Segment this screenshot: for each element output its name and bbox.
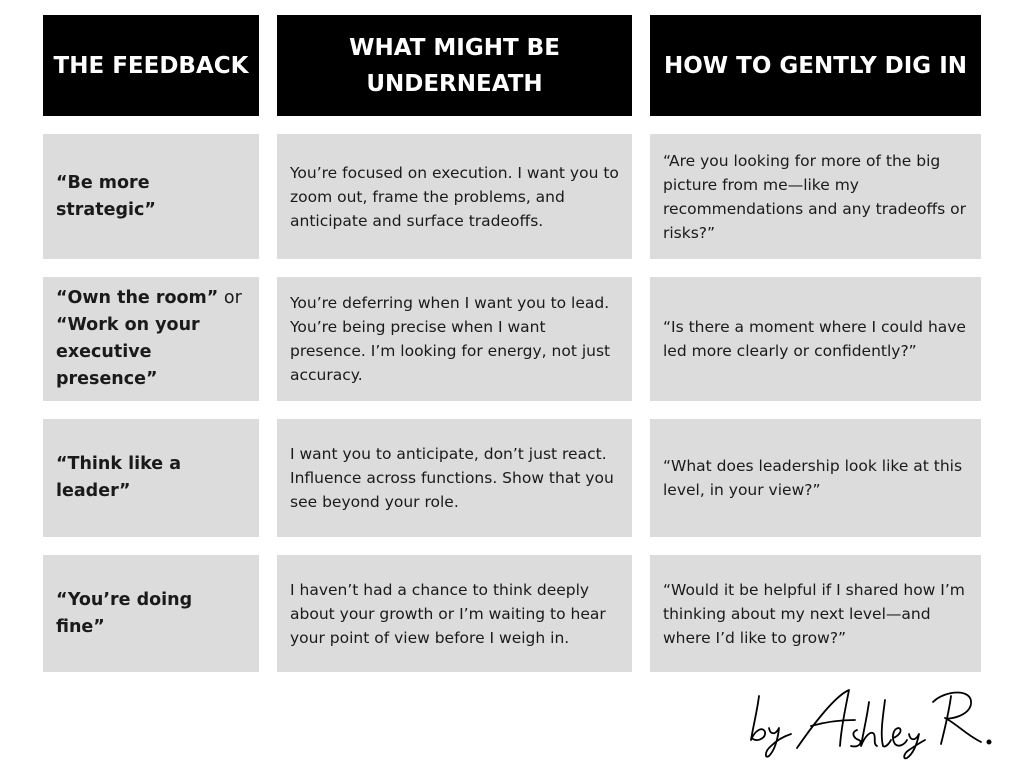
dig-in-cell-3	[650, 419, 981, 537]
underneath-cell-2	[277, 277, 632, 401]
header-the-feedback-label: THE FEEDBACK	[53, 52, 249, 79]
feedback-phrase-4: “You’re doing fine”	[56, 589, 193, 637]
feedback-cell-4	[43, 555, 259, 672]
underneath-cell-1	[277, 134, 632, 259]
feedback-phrase-2a: “Own the room”	[56, 288, 219, 308]
feedback-cell-3	[43, 419, 259, 537]
header-underneath-label: WHAT MIGHT BE UNDERNEATH	[349, 34, 560, 97]
dig-in-cell-4	[650, 555, 981, 672]
feedback-connector-2: or	[218, 288, 242, 308]
underneath-text-4: I haven’t had a chance to think deeply about your growth or I’m waiting to hear your point of view before I weigh in.	[290, 580, 606, 647]
signature-drawing	[745, 682, 1005, 762]
dig-in-cell-2	[650, 277, 981, 401]
underneath-text-3: I want you to anticipate, don’t just react. Influence across functions. Show that you see beyond your role.	[290, 445, 614, 511]
feedback-phrase-3: “Think like a leader”	[56, 454, 182, 501]
dig-in-text-1: “Are you looking for more of the big picture from me—like my recommendations and any tradeoffs or risks?”	[663, 151, 967, 242]
header-what-might-be-underneath	[277, 15, 632, 116]
dig-in-text-3: “What does leadership look like at this level, in your view?”	[663, 457, 963, 499]
feedback-cell-1	[43, 134, 259, 259]
feedback-text-3	[56, 451, 196, 505]
feedback-cell-2	[43, 277, 259, 401]
underneath-cell-3	[277, 419, 632, 537]
header-dig-in-label: HOW TO GENTLY DIG IN	[663, 52, 968, 79]
dig-in-text-4: “Would it be helpful if I shared how I’m thinking about my next level—and where I’d like to grow?”	[663, 580, 965, 647]
dig-in-cell-1	[650, 134, 981, 259]
header-the-feedback	[43, 15, 259, 116]
signature	[745, 682, 1005, 762]
underneath-cell-4	[277, 555, 632, 672]
feedback-phrase-1: “Be more strategic”	[56, 172, 156, 220]
header-how-to-gently-dig-in	[650, 15, 981, 116]
underneath-text-2: You’re deferring when I want you to lead. You’re being precise when I want presence. I’m looking for energy, not just accuracy.	[290, 294, 611, 384]
dig-in-text-2: “Is there a moment where I could have led more clearly or confidently?”	[663, 318, 966, 360]
feedback-text-4	[56, 587, 246, 641]
feedback-text-1	[56, 170, 246, 224]
underneath-text-1: You’re focused on execution. I want you to zoom out, frame the problems, and anticipate and surface tradeoffs.	[290, 163, 619, 230]
feedback-text-2	[56, 285, 246, 393]
feedback-phrase-2b: “Work on your executive presence”	[56, 315, 200, 389]
